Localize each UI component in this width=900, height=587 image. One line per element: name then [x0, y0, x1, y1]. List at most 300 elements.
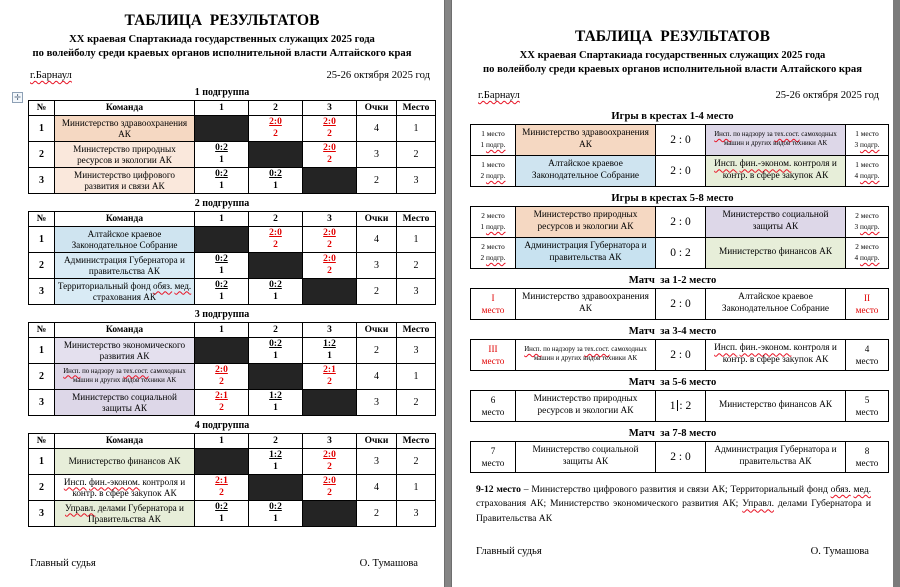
match-points: 1: [273, 402, 278, 413]
set-score: 0:2: [215, 502, 228, 513]
spellcheck-underline: мед.: [853, 484, 871, 496]
subtitle-line-1: XX краевая Спартакиада государственных служащих 2025 года: [69, 34, 375, 45]
section-title: Игры в крестах 1-4 место: [611, 111, 734, 123]
set-score: 0:2: [269, 280, 282, 291]
label-line: место: [855, 407, 879, 418]
match-points: 2: [327, 487, 332, 498]
score-cell: [195, 142, 249, 168]
places-9-12-note: [476, 483, 871, 526]
column-header: 2: [249, 101, 303, 116]
score-cell: [303, 116, 357, 142]
score-cell: [303, 449, 357, 475]
place-number: 1: [397, 364, 436, 390]
points-total: 2: [357, 501, 397, 527]
set-score: 2:0: [323, 476, 336, 487]
table-row: [471, 391, 889, 422]
set-score: 0:2: [269, 169, 282, 180]
label-line: II: [863, 292, 871, 303]
header-row: [29, 212, 436, 227]
row-number: 3: [29, 501, 55, 527]
playoff-table-4: [470, 339, 889, 371]
judge-name: О. Тумашова: [810, 546, 869, 557]
city-label: [30, 70, 72, 81]
table-row: [29, 253, 436, 279]
group-1-label: 1 подгруппа: [194, 87, 250, 99]
note-places-label: 9-12 место: [476, 484, 521, 496]
header-row: [29, 434, 436, 449]
spellcheck-underline: подгр.: [859, 140, 880, 150]
set-score: 0:2: [215, 169, 228, 180]
diagonal-cell: [195, 227, 249, 253]
column-header: Очки: [357, 101, 397, 116]
place-number: 3: [397, 168, 436, 194]
label-line: 4 подгр.: [854, 253, 880, 263]
playoff-table-6: [470, 441, 889, 473]
label-line: 2 место: [481, 211, 505, 221]
column-header: Очки: [357, 323, 397, 338]
team-name: Министерство экономического развития АК: [55, 338, 195, 364]
team-name: Администрация Губернатора и правительства АК: [516, 238, 656, 269]
place-number: 3: [397, 338, 436, 364]
table-move-handle-icon[interactable]: ✛: [12, 92, 23, 103]
spellcheck-underline: подгр.: [485, 253, 506, 263]
match-score: 2 : 0: [656, 289, 706, 320]
label-line: 1 место: [855, 160, 879, 170]
group-table-1: [28, 100, 436, 194]
label-line: 7: [490, 445, 496, 456]
label-line: место: [481, 458, 505, 469]
spellcheck-underline: Инсп.: [63, 476, 87, 487]
spellcheck-underline: Инсп.: [714, 159, 738, 170]
spellcheck-underline: подгр.: [485, 140, 506, 150]
set-score: 0:2: [215, 254, 228, 265]
row-number: 2: [29, 475, 55, 501]
city-date-row: [452, 90, 893, 101]
date-label: 25-26 октября 2025 год: [326, 70, 430, 82]
right-place-label: [846, 238, 889, 269]
score-cell: [249, 390, 303, 416]
label-line: 2 подгр.: [480, 253, 506, 263]
document-page-right[interactable]: [452, 0, 893, 587]
spellcheck-underline: Инсп.: [524, 346, 542, 354]
points-total: 4: [357, 364, 397, 390]
spellcheck-underline: обяз.: [152, 280, 173, 291]
score-cell: [195, 364, 249, 390]
label-line: 1 подгр.: [480, 222, 506, 232]
table-row: [29, 227, 436, 253]
team-name: Министерство социальной защиты АК: [55, 390, 195, 416]
set-score: 2:0: [215, 365, 228, 376]
diagonal-cell: [249, 253, 303, 279]
set-score: 1:2: [269, 391, 282, 402]
match-points: 2: [219, 487, 224, 498]
subtitle-line-2: по волейболу среди краевых органов исполнительной власти Алтайского края: [32, 47, 412, 59]
table-row: [471, 125, 889, 156]
label-line: место: [855, 458, 879, 469]
column-header: 1: [195, 323, 249, 338]
section-title: Матч за 5-6 место: [628, 377, 717, 389]
date-label: 25-26 октября 2025 год: [775, 90, 879, 102]
points-total: 2: [357, 168, 397, 194]
score-cell: [249, 338, 303, 364]
score-cell: [195, 253, 249, 279]
label-line: 4: [864, 343, 870, 354]
points-total: 2: [357, 279, 397, 305]
team-name: Министерство цифрового развития и связи АК: [55, 168, 195, 194]
city-date-row: [0, 70, 444, 81]
row-number: 1: [29, 116, 55, 142]
team-name: Управл. делами Губернатора и Правительства АК: [55, 501, 195, 527]
spellcheck-underline: Управл.: [65, 502, 96, 513]
diagonal-cell: [249, 475, 303, 501]
row-number: 3: [29, 390, 55, 416]
page-footer: [452, 546, 893, 557]
team-name: Министерство природных ресурсов и экологии АК: [516, 207, 656, 238]
score-cell: [303, 227, 357, 253]
table-row: [29, 338, 436, 364]
group-table-4: [28, 433, 436, 527]
spellcheck-underline: Инсп.: [714, 131, 732, 139]
set-score: 2:0: [323, 228, 336, 239]
section-title: Игры в крестах 5-8 место: [611, 193, 734, 205]
team-name: Инсп. по надзору за тех.сост. самоходных машин и других видов техники АК: [706, 125, 846, 156]
team-name: Инсп. фин.-эконом. контроля и контр. в сфере закупок АК: [55, 475, 195, 501]
match-score: 2 : 0: [656, 156, 706, 187]
match-points: 1: [273, 350, 278, 361]
column-header: 2: [249, 212, 303, 227]
set-score: 0:2: [215, 280, 228, 291]
playoff-table-2: [470, 206, 889, 269]
match-points: 1: [327, 350, 332, 361]
table-row: [29, 142, 436, 168]
set-score: 2:0: [269, 117, 282, 128]
match-score: 2 : 0: [656, 207, 706, 238]
place-number: 2: [397, 253, 436, 279]
label-line: место: [481, 356, 505, 367]
match-points: 1: [219, 291, 224, 302]
label-line: место: [855, 356, 879, 367]
set-score: 2:1: [215, 391, 228, 402]
diagonal-cell: [195, 449, 249, 475]
label-line: 2 место: [855, 242, 879, 252]
team-name: Министерство социальной защиты АК: [516, 442, 656, 473]
section-title: Матч за 7-8 место: [628, 428, 717, 440]
right-place-label: [846, 289, 889, 320]
points-total: 2: [357, 338, 397, 364]
playoff-tables-container: [452, 111, 893, 473]
column-header: Место: [397, 323, 436, 338]
spellcheck-underline: Инсп.: [714, 343, 738, 354]
match-points: 2: [327, 265, 332, 276]
playoff-table-1: [470, 124, 889, 187]
row-number: 1: [29, 227, 55, 253]
table-row: [29, 364, 436, 390]
column-header: 1: [195, 434, 249, 449]
team-name: Министерство природных ресурсов и экологии АК: [55, 142, 195, 168]
label-line: 6: [490, 394, 496, 405]
match-points: 1: [219, 180, 224, 191]
score-cell: [195, 279, 249, 305]
column-header: Команда: [55, 434, 195, 449]
left-place-label: [471, 340, 516, 371]
match-points: 2: [273, 239, 278, 250]
team-name: Инсп. фин.-эконом. контроля и контр. в сфере закупок АК: [706, 156, 846, 187]
label-line: 2 место: [481, 242, 505, 252]
team-name: Администрация Губернатора и правительства АК: [55, 253, 195, 279]
set-score: 2:0: [323, 450, 336, 461]
label-line: 1 место: [481, 129, 505, 139]
spellcheck-underline: Управл.: [742, 498, 774, 510]
score-cell: [195, 390, 249, 416]
label-line: 3 подгр.: [854, 140, 880, 150]
left-place-label: [471, 156, 516, 187]
table-row: [471, 238, 889, 269]
match-points: 1: [273, 513, 278, 524]
label-line: III: [488, 343, 498, 354]
score-cell: [195, 501, 249, 527]
score-cell: [249, 227, 303, 253]
diagonal-cell: [303, 390, 357, 416]
match-score: 1 : 2: [656, 391, 706, 422]
match-points: 2: [327, 461, 332, 472]
spellcheck-underline: тех.сост.: [123, 367, 149, 375]
header-row: [29, 101, 436, 116]
left-place-label: [471, 207, 516, 238]
column-header: 2: [249, 434, 303, 449]
score-cell: [303, 364, 357, 390]
spellcheck-underline: г.Барнаул: [30, 70, 72, 82]
page-title: ТАБЛИЦА РЕЗУЛЬТАТОВ: [575, 28, 770, 45]
label-line: 2 место: [855, 211, 879, 221]
playoff-table-5: [470, 390, 889, 422]
column-header: 3: [303, 212, 357, 227]
spellcheck-underline: подгр.: [485, 222, 506, 232]
spellcheck-underline: г.Барнаул: [478, 90, 520, 102]
score-cell: [303, 475, 357, 501]
team-name: Министерство здравоохранения АК: [516, 125, 656, 156]
column-header: Очки: [357, 212, 397, 227]
set-score: 0:2: [269, 339, 282, 350]
table-row: [29, 449, 436, 475]
spellcheck-underline: фин.-эконом.: [88, 476, 141, 487]
points-total: 4: [357, 116, 397, 142]
subtitle-line-2: по волейболу среди краевых органов исполнительной власти Алтайского края: [483, 63, 862, 75]
column-header: №: [29, 323, 55, 338]
column-header: №: [29, 101, 55, 116]
match-score: 2 : 0: [656, 442, 706, 473]
document-page-left[interactable]: [0, 0, 444, 587]
label-line: 1 место: [855, 129, 879, 139]
column-header: Команда: [55, 212, 195, 227]
column-header: Команда: [55, 101, 195, 116]
column-header: Команда: [55, 323, 195, 338]
text-cursor[interactable]: [677, 400, 678, 411]
row-number: 3: [29, 168, 55, 194]
left-place-label: [471, 289, 516, 320]
city-label: [478, 90, 520, 101]
label-line: I: [491, 292, 495, 303]
team-name: Алтайское краевое Законодательное Собрание: [706, 289, 846, 320]
right-place-label: [846, 156, 889, 187]
points-total: 3: [357, 390, 397, 416]
section-title: Матч за 1-2 место: [628, 275, 717, 287]
table-row: [29, 501, 436, 527]
place-number: 2: [397, 142, 436, 168]
label-line: 3 подгр.: [854, 222, 880, 232]
row-number: 2: [29, 142, 55, 168]
table-row: [471, 442, 889, 473]
match-points: 1: [273, 180, 278, 191]
table-row: [29, 116, 436, 142]
diagonal-cell: [303, 168, 357, 194]
column-header: 2: [249, 323, 303, 338]
right-place-label: [846, 340, 889, 371]
place-number: 1: [397, 116, 436, 142]
spellcheck-underline: подгр.: [859, 171, 880, 181]
group-2-label: 2 подгруппа: [194, 198, 250, 210]
label-line: место: [855, 305, 879, 316]
match-points: 2: [327, 376, 332, 387]
points-total: 3: [357, 253, 397, 279]
judge-name: О. Тумашова: [359, 558, 418, 569]
diagonal-cell: [303, 501, 357, 527]
place-number: 3: [397, 279, 436, 305]
chief-judge-label: Главный судья: [476, 546, 542, 557]
section-title: Матч за 3-4 место: [628, 326, 717, 338]
table-row: [471, 289, 889, 320]
label-line: 1 подгр.: [480, 140, 506, 150]
column-header: №: [29, 212, 55, 227]
points-total: 3: [357, 449, 397, 475]
page-title: ТАБЛИЦА РЕЗУЛЬТАТОВ: [124, 12, 320, 29]
score-cell: [249, 168, 303, 194]
label-line: 1 место: [481, 160, 505, 170]
group-tables-container: [0, 87, 444, 527]
column-header: Место: [397, 434, 436, 449]
diagonal-cell: [195, 338, 249, 364]
row-number: 2: [29, 253, 55, 279]
score-cell: [249, 501, 303, 527]
team-name: Территориальный фонд обяз. мед. страхования АК: [55, 279, 195, 305]
place-number: 2: [397, 390, 436, 416]
spellcheck-underline: подгр.: [859, 253, 880, 263]
diagonal-cell: [303, 279, 357, 305]
right-place-label: [846, 125, 889, 156]
match-points: 2: [327, 239, 332, 250]
left-place-label: [471, 442, 516, 473]
row-number: 1: [29, 449, 55, 475]
match-points: 2: [219, 376, 224, 387]
team-name: Алтайское краевое Законодательное Собрание: [516, 156, 656, 187]
team-name: Министерство здравоохранения АК: [516, 289, 656, 320]
group-table-3: [28, 322, 436, 416]
table-row: [29, 279, 436, 305]
team-name: Министерство социальной защиты АК: [706, 207, 846, 238]
team-name: Министерство здравоохранения АК: [55, 116, 195, 142]
column-header: 1: [195, 101, 249, 116]
score-cell: [303, 142, 357, 168]
team-name: Алтайское краевое Законодательное Собрание: [55, 227, 195, 253]
set-score: 1:2: [323, 339, 336, 350]
table-row: [471, 340, 889, 371]
row-number: 3: [29, 279, 55, 305]
column-header: Очки: [357, 434, 397, 449]
label-line: место: [481, 407, 505, 418]
set-score: 2:0: [269, 228, 282, 239]
set-score: 0:2: [215, 143, 228, 154]
spellcheck-underline: Инсп.: [63, 367, 81, 375]
team-name: Министерство природных ресурсов и экологии АК: [516, 391, 656, 422]
spellcheck-underline: фин.-эконом.: [739, 159, 792, 170]
header-row: [29, 323, 436, 338]
subtitle: [0, 33, 444, 60]
page-divider: [444, 0, 452, 587]
spellcheck-underline: тех.сост.: [774, 131, 800, 139]
match-points: 2: [219, 402, 224, 413]
diagonal-cell: [195, 116, 249, 142]
column-header: Место: [397, 212, 436, 227]
table-row: [29, 390, 436, 416]
label-line: 4 подгр.: [854, 171, 880, 181]
table-row: [471, 156, 889, 187]
note-teams-list: – Министерство цифрового развития и связи АК; Территориальный фонд обяз. мед. страхования АК; Министерство экономического развития АК; Управл. делами Губернатора и Правительства АК: [476, 484, 871, 524]
team-name: Инсп. по надзору за тех.сост. самоходных машин и других видов техники АК: [55, 364, 195, 390]
set-score: 1:2: [269, 450, 282, 461]
row-number: 2: [29, 364, 55, 390]
column-header: 1: [195, 212, 249, 227]
match-points: 1: [219, 154, 224, 165]
team-name: Министерство финансов АК: [55, 449, 195, 475]
column-header: Место: [397, 101, 436, 116]
spellcheck-underline: обяз.: [830, 484, 851, 496]
match-points: 2: [327, 154, 332, 165]
match-points: 1: [219, 265, 224, 276]
score-cell: [249, 116, 303, 142]
match-points: 2: [327, 128, 332, 139]
left-place-label: [471, 391, 516, 422]
score-cell: [303, 253, 357, 279]
group-4-label: 4 подгруппа: [194, 420, 250, 432]
points-total: 4: [357, 475, 397, 501]
subtitle-line-1: XX краевая Спартакиада государственных служащих 2025 года: [519, 50, 826, 61]
team-name: Администрация Губернатора и правительства АК: [706, 442, 846, 473]
score-cell: [249, 279, 303, 305]
match-points: 1: [219, 513, 224, 524]
team-name: Министерство финансов АК: [706, 238, 846, 269]
chief-judge-label: Главный судья: [30, 558, 96, 569]
score-cell: [195, 168, 249, 194]
set-score: 2:0: [323, 117, 336, 128]
label-line: 2 подгр.: [480, 171, 506, 181]
playoff-table-3: [470, 288, 889, 320]
set-score: 2:0: [323, 254, 336, 265]
spellcheck-underline: тех.сост.: [584, 346, 610, 354]
match-points: 1: [273, 461, 278, 472]
group-table-2: [28, 211, 436, 305]
team-name: Инсп. фин.-эконом. контроля и контр. в сфере закупок АК: [706, 340, 846, 371]
points-total: 3: [357, 142, 397, 168]
score-cell: [303, 338, 357, 364]
column-header: 3: [303, 434, 357, 449]
set-score: 0:2: [269, 502, 282, 513]
set-score: 2:1: [215, 476, 228, 487]
team-name: Министерство финансов АК: [706, 391, 846, 422]
table-row: [29, 475, 436, 501]
label-line: 8: [864, 445, 870, 456]
spellcheck-underline: мед.: [174, 280, 192, 291]
column-header: №: [29, 434, 55, 449]
team-name: Инсп. по надзору за тех.сост. самоходных машин и других видов техники АК: [516, 340, 656, 371]
